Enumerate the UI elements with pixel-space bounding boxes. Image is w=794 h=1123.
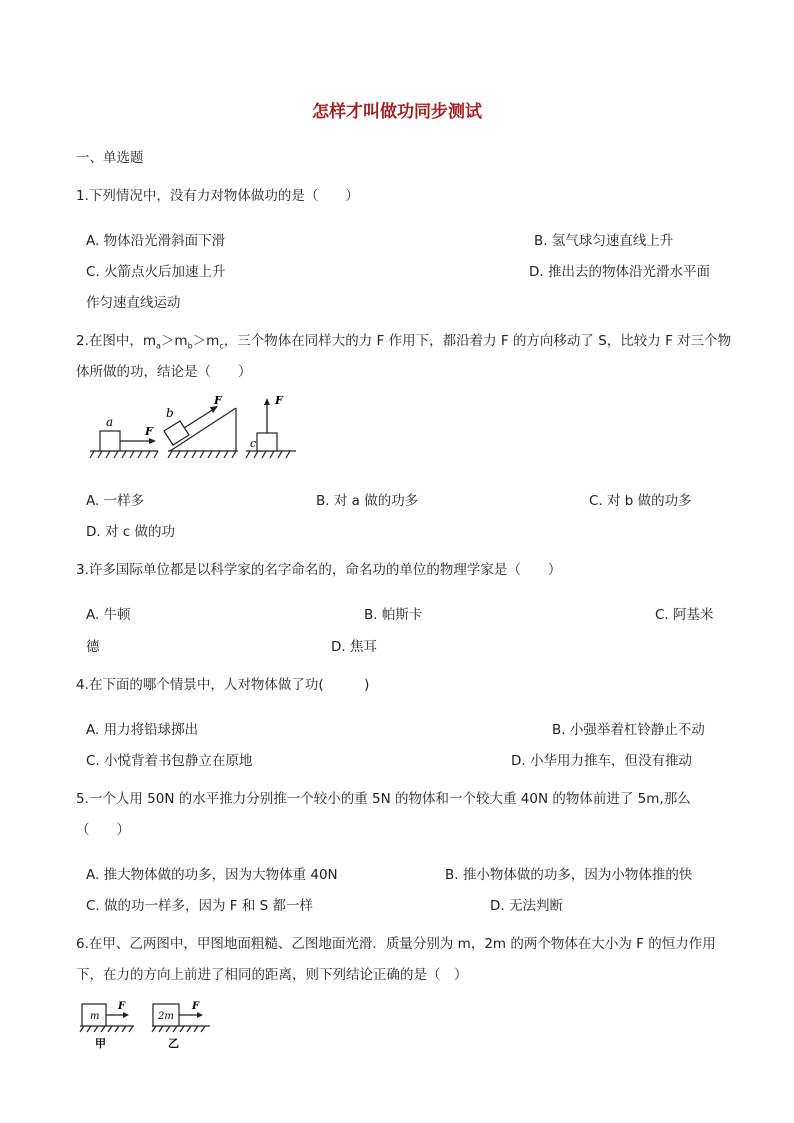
q2-option-c[interactable]: C. 对 b 做的功多 [589,493,692,509]
q2-sub-a: a [156,341,161,351]
q1-option-d[interactable]: D. 推出去的物体沿光滑水平面 [529,264,710,280]
q5-option-b[interactable]: B. 推小物体做的功多，因为小物体推的快 [445,867,693,883]
question-5-stem: 5.一个人用 50N 的水平推力分别推一个较小的重 5N 的物体和一个较大重 40N 的物体前进了 5m,那么 [76,791,691,807]
q2-stem-start: 2.在图中，m [76,333,157,349]
q2-option-a[interactable]: A. 一样多 [86,493,145,509]
page-title: 怎样才叫做功同步测试 [312,102,482,122]
ground-a [90,451,158,458]
q2-gt-2: ＞m [192,333,220,349]
q1-option-d-continued: 作匀速直线运动 [86,295,181,311]
q5-option-d[interactable]: D. 无法判断 [490,898,563,914]
q3-option-c-continued: 德 [86,639,100,655]
q2-force-figure [86,392,306,464]
question-4-stem: 4.在下面的哪个情景中，人对物体做了功( ) [76,677,370,693]
force-arrowhead-jia [123,1012,129,1018]
label-b: b [166,406,174,420]
q4-option-d[interactable]: D. 小华用力推车，但没有推动 [511,753,692,769]
ground-c [246,451,296,458]
section-heading: 一、单选题 [76,150,144,166]
q4-option-a[interactable]: A. 用力将铅球掷出 [86,722,199,738]
label-f-yi: F [192,1001,200,1012]
label-f-c: F [275,394,283,407]
q5-option-c[interactable]: C. 做的功一样多，因为 F 和 S 都一样 [86,898,314,914]
caption-yi: 乙 [168,1037,179,1050]
question-1-stem: 1.下列情况中，没有力对物体做功的是（ ） [76,188,359,204]
force-arrowhead-yi [197,1012,203,1018]
label-f-jia: F [118,1001,126,1012]
force-arrowhead-a [149,438,156,444]
box-m-label: m [90,1011,100,1022]
q3-option-c[interactable]: C. 阿基米 [655,607,714,623]
q1-option-b[interactable]: B. 氢气球匀速直线上升 [534,233,674,249]
label-c: c [250,437,257,450]
label-f-a: F [145,425,153,438]
ground-b [168,451,238,458]
q6-force-figure [78,996,218,1052]
q3-option-b[interactable]: B. 帕斯卡 [364,607,423,623]
box-2m-label: 2m [158,1011,174,1022]
block-a [100,431,120,451]
question-6-stem-line2: 下，在力的方向上前进了相同的距离，则下列结论正确的是（ ） [76,967,468,983]
q5-option-a[interactable]: A. 推大物体做的功多，因为大物体重 40N [86,867,338,883]
question-5-stem-line2: （ ） [76,822,130,838]
question-6-stem: 6.在甲、乙两图中，甲图地面粗糙、乙图地面光滑．质量分别为 m，2m 的两个物体在大小为 F 的恒力作用 [76,936,716,952]
label-f-b: F [214,394,222,407]
question-2-stem-line2: 体所做的功，结论是（ ） [76,364,252,380]
ground-yi [152,1026,210,1032]
q3-option-d[interactable]: D. 焦耳 [331,639,377,655]
ground-jia [80,1026,134,1032]
force-arrowhead-c [264,398,270,405]
label-a: a [106,415,114,429]
q2-gt-1: ＞m [160,333,188,349]
q2-option-b[interactable]: B. 对 a 做的功多 [316,493,419,509]
force-arrowhead-b [210,406,218,413]
q1-option-a[interactable]: A. 物体沿光滑斜面下滑 [86,233,226,249]
q2-sub-c: c [219,341,224,351]
q4-option-c[interactable]: C. 小悦背着书包静立在原地 [86,753,253,769]
q1-option-c[interactable]: C. 火箭点火后加速上升 [86,264,226,280]
q2-sub-b: b [187,341,193,351]
caption-jia: 甲 [95,1037,106,1050]
question-3-stem: 3.许多国际单位都是以科学家的名字命名的，命名功的单位的物理学家是（ ） [76,562,562,578]
q3-option-a[interactable]: A. 牛顿 [86,607,131,623]
q2-option-d[interactable]: D. 对 c 做的功 [86,524,175,540]
q2-stem-rest: ，三个物体在同样大的力 F 作用下，都沿着力 F 的方向移动了 S，比较力 F 对三个物 [223,333,732,349]
q4-option-b[interactable]: B. 小强举着杠铃静止不动 [552,722,705,738]
block-c [257,433,277,451]
